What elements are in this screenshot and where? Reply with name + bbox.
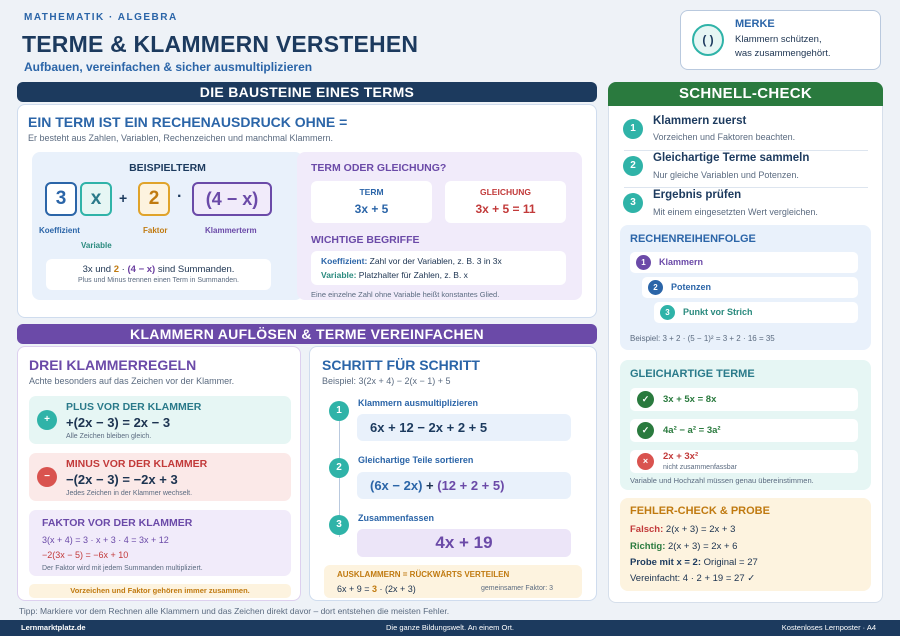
example-term-box (32, 152, 303, 300)
aus-title: AUSKLAMMERN = RÜCKWÄRTS VERTEILEN (337, 570, 510, 579)
aus-fb: 3 (372, 584, 378, 594)
plus-title: PLUS VOR DER KLAMMER (66, 401, 202, 413)
check-2-number: 2 (623, 156, 643, 176)
step-2-value (357, 472, 571, 499)
check-1-text: Vorzeichen und Faktoren beachten. (653, 132, 796, 142)
check-3-number: 3 (623, 193, 643, 213)
dot-sign: · (177, 188, 183, 205)
merke-title: MERKE (735, 18, 775, 30)
reihen-example: Beispiel: 3 + 2 · (5 − 1)² = 3 + 2 · 16 = 35 (630, 334, 775, 343)
step-1-label: Klammern ausmultiplizieren (358, 398, 479, 408)
probe-l1b: 2(x + 3) = 2x + 3 (663, 524, 736, 535)
equation-example (445, 181, 566, 223)
step-2-v3: (12 + 2 + 5) (437, 478, 505, 493)
reihen-1-label: Klammern (659, 257, 704, 267)
equation-value: 3x + 5 = 11 (475, 202, 536, 216)
probe-line-2 (630, 541, 737, 552)
variable-tile: x (80, 182, 112, 216)
schritt-desc: Beispiel: 3(2x + 4) − 2(x − 1) + 5 (322, 376, 451, 386)
begriffe-title: WICHTIGE BEGRIFFE (311, 234, 420, 246)
footer-bar (0, 620, 900, 636)
v-label: Variable: (321, 270, 357, 280)
k-text: Zahl vor der Variablen, z. B. 3 in 3x (367, 256, 502, 266)
schritt-card (309, 346, 597, 601)
merke-line2: was zusammengehört. (735, 48, 831, 59)
term-or-equation-box (297, 152, 582, 300)
reihen-item-3 (654, 302, 858, 323)
gleich-r1: 3x + 5x = 8x (663, 394, 717, 405)
step-2-v1: (6x − 2x) (370, 478, 423, 493)
aus-fa: 6x + 9 = (337, 584, 373, 594)
schnellcheck-banner: SCHNELL-CHECK (608, 82, 883, 106)
plus-sign: + (119, 190, 128, 206)
ausklammern-box (324, 565, 582, 598)
step-2-number: 2 (329, 458, 349, 478)
k-label: Koeffizient: (321, 256, 368, 266)
begriffe-foot: Eine einzelne Zahl ohne Variable heißt konstantes Glied. (311, 290, 500, 299)
gleichartige-box (620, 360, 871, 490)
equation-label: GLEICHUNG (480, 187, 531, 197)
check-2-title: Gleichartige Terme sammeln (653, 152, 810, 164)
merke-box (680, 10, 881, 70)
faktor-f1: 3(x + 4) = 3 · x + 3 · 4 = 3x + 12 (42, 535, 169, 545)
label-faktor: Faktor (143, 226, 168, 235)
step-2-v2: + (422, 478, 438, 493)
tipp-text: Tipp: Markiere vor dem Rechnen alle Klammern und das Zeichen direkt davor – dort entstehen die meisten Fehler. (19, 606, 450, 616)
gleich-r3-note: nicht zusammenfassbar (663, 464, 737, 471)
bausteine-banner: DIE BAUSTEINE EINES TERMS (17, 82, 597, 102)
page-subtitle: Aufbauen, vereinfachen & sicher ausmultiplizieren (24, 60, 313, 74)
probe-line-4: Vereinfacht: 4 · 2 + 19 = 27 ✓ (630, 573, 756, 584)
regeln-title: DREI KLAMMERREGELN (29, 357, 197, 373)
footer-center: Die ganze Bildungswelt. An einem Ort. (386, 623, 514, 632)
reihen-2-label: Potenzen (671, 282, 712, 292)
probe-l2b: 2(x + 3) = 2x + 6 (665, 541, 738, 552)
begriffe-box (311, 251, 566, 285)
reihen-1-number: 1 (636, 255, 651, 270)
cross-icon: × (637, 453, 654, 470)
bracket-term-tile: (4 − x) (192, 182, 272, 216)
bausteine-desc: Er besteht aus Zahlen, Variablen, Rechenzeichen und manchmal Klammern. (28, 133, 333, 143)
tg-title: TERM ODER GLEICHUNG? (311, 162, 447, 174)
check-divider-2 (624, 187, 868, 188)
step-1-value: 6x + 12 − 2x + 2 + 5 (357, 414, 571, 441)
step-1-number: 1 (329, 401, 349, 421)
faktor-f2: −2(3x − 5) = −6x + 10 (42, 550, 129, 560)
plus-icon: + (37, 410, 57, 430)
begriff-variable (321, 270, 468, 280)
plus-formula: +(2x − 3) = 2x − 3 (66, 415, 171, 430)
regeln-foot: Vorzeichen und Faktor gehören immer zusammen. (29, 584, 291, 598)
begriff-koeffizient (321, 256, 502, 266)
gleich-title: GLEICHARTIGE TERME (630, 368, 755, 380)
step-2-label: Gleichartige Teile sortieren (358, 455, 474, 465)
faktor-title: FAKTOR VOR DER KLAMMER (42, 517, 193, 529)
note-c: · (119, 264, 128, 275)
factor-tile: 2 (138, 182, 170, 216)
summanden-small: Plus und Minus trennen einen Term in Summanden. (78, 277, 239, 284)
rule-minus (29, 453, 291, 501)
regeln-desc: Achte besonders auf das Zeichen vor der Klammer. (29, 376, 235, 386)
plus-note: Alle Zeichen bleiben gleich. (66, 433, 152, 440)
aus-formula (337, 584, 416, 594)
reihen-3-number: 3 (660, 305, 675, 320)
coefficient-tile: 3 (45, 182, 77, 216)
gleich-row-3 (630, 450, 858, 473)
probe-l3a: Probe mit x = 2: (630, 557, 702, 568)
probe-l3b: Original = 27 (701, 557, 758, 568)
step-3-label: Zusammenfassen (358, 513, 435, 523)
note-d: (4 − x) (127, 264, 156, 275)
schritt-title: SCHRITT FÜR SCHRITT (322, 357, 480, 373)
step-3-value: 4x + 19 (357, 529, 571, 557)
minus-formula: −(2x − 3) = −2x + 3 (66, 472, 178, 487)
check-3-title: Ergebnis prüfen (653, 189, 742, 201)
step-3-number: 3 (329, 515, 349, 535)
gleich-foot: Variable und Hochzahl müssen genau übereinstimmen. (630, 476, 814, 485)
minus-icon: − (37, 467, 57, 487)
check-1-title: Klammern zuerst (653, 115, 747, 127)
term-value: 3x + 5 (354, 202, 389, 216)
reihen-2-number: 2 (648, 280, 663, 295)
gleich-r3: 2x + 3x² (663, 451, 699, 462)
check-1-number: 1 (623, 119, 643, 139)
minus-title: MINUS VOR DER KLAMMER (66, 458, 208, 470)
term-label: TERM (359, 187, 384, 197)
probe-l2a: Richtig: (630, 541, 666, 552)
page-title: TERME & KLAMMERN VERSTEHEN (22, 31, 419, 57)
klammern-banner: KLAMMERN AUFLÖSEN & TERME VEREINFACHEN (17, 324, 597, 344)
footer-left: Lernmarktplatz.de (21, 623, 86, 632)
gleich-r2: 4a² − a² = 3a² (663, 425, 721, 436)
gleich-row-2 (630, 419, 858, 442)
bausteine-heading: EIN TERM IST EIN RECHENAUSDRUCK OHNE = (28, 114, 348, 130)
aus-note: gemeinsamer Faktor: 3 (481, 585, 553, 592)
rule-plus (29, 396, 291, 444)
summanden-note (46, 259, 271, 290)
probe-box (620, 498, 871, 591)
klammerregeln-card (17, 346, 301, 601)
check-divider-1 (624, 150, 868, 151)
check-3-text: Mit einem eingesetzten Wert vergleichen. (653, 207, 818, 217)
check-icon-2: ✓ (637, 422, 654, 439)
probe-line-3 (630, 557, 758, 568)
footer-right: Kostenloses Lernposter · A4 (781, 623, 876, 632)
faktor-note: Der Faktor wird mit jedem Summanden multipliziert. (42, 565, 203, 572)
bausteine-card (17, 104, 597, 318)
merke-line1: Klammern schützen, (735, 34, 822, 45)
kicker: MATHEMATIK · ALGEBRA (24, 12, 178, 23)
reihen-item-1 (630, 252, 858, 273)
label-koeffizient: Koeffizient (39, 226, 80, 235)
minus-note: Jedes Zeichen in der Klammer wechselt. (66, 490, 193, 497)
gleich-row-1 (630, 388, 858, 411)
reihen-item-2 (642, 277, 858, 298)
label-variable: Variable (81, 241, 112, 250)
reihen-title: RECHENREIHENFOLGE (630, 233, 756, 245)
note-b: 2 (113, 264, 120, 275)
note-e: sind Summanden. (155, 264, 235, 275)
reihenfolge-box (620, 225, 871, 350)
aus-fc: · (2x + 3) (377, 584, 416, 594)
probe-title: FEHLER-CHECK & PROBE (630, 505, 770, 517)
check-2-text: Nur gleiche Variablen und Potenzen. (653, 170, 799, 180)
rule-faktor (29, 510, 291, 576)
probe-line-1 (630, 524, 735, 535)
note-a: 3x und (82, 264, 114, 275)
term-example (311, 181, 432, 223)
v-text: Platzhalter für Zahlen, z. B. x (356, 270, 468, 280)
example-title: BEISPIELTERM (129, 162, 206, 174)
summanden-line (46, 264, 271, 275)
reihen-3-label: Punkt vor Strich (683, 307, 753, 317)
check-icon-1: ✓ (637, 391, 654, 408)
probe-l1a: Falsch: (630, 524, 664, 535)
label-klammerterm: Klammerterm (205, 226, 257, 235)
brackets-icon: ( ) (692, 24, 724, 56)
